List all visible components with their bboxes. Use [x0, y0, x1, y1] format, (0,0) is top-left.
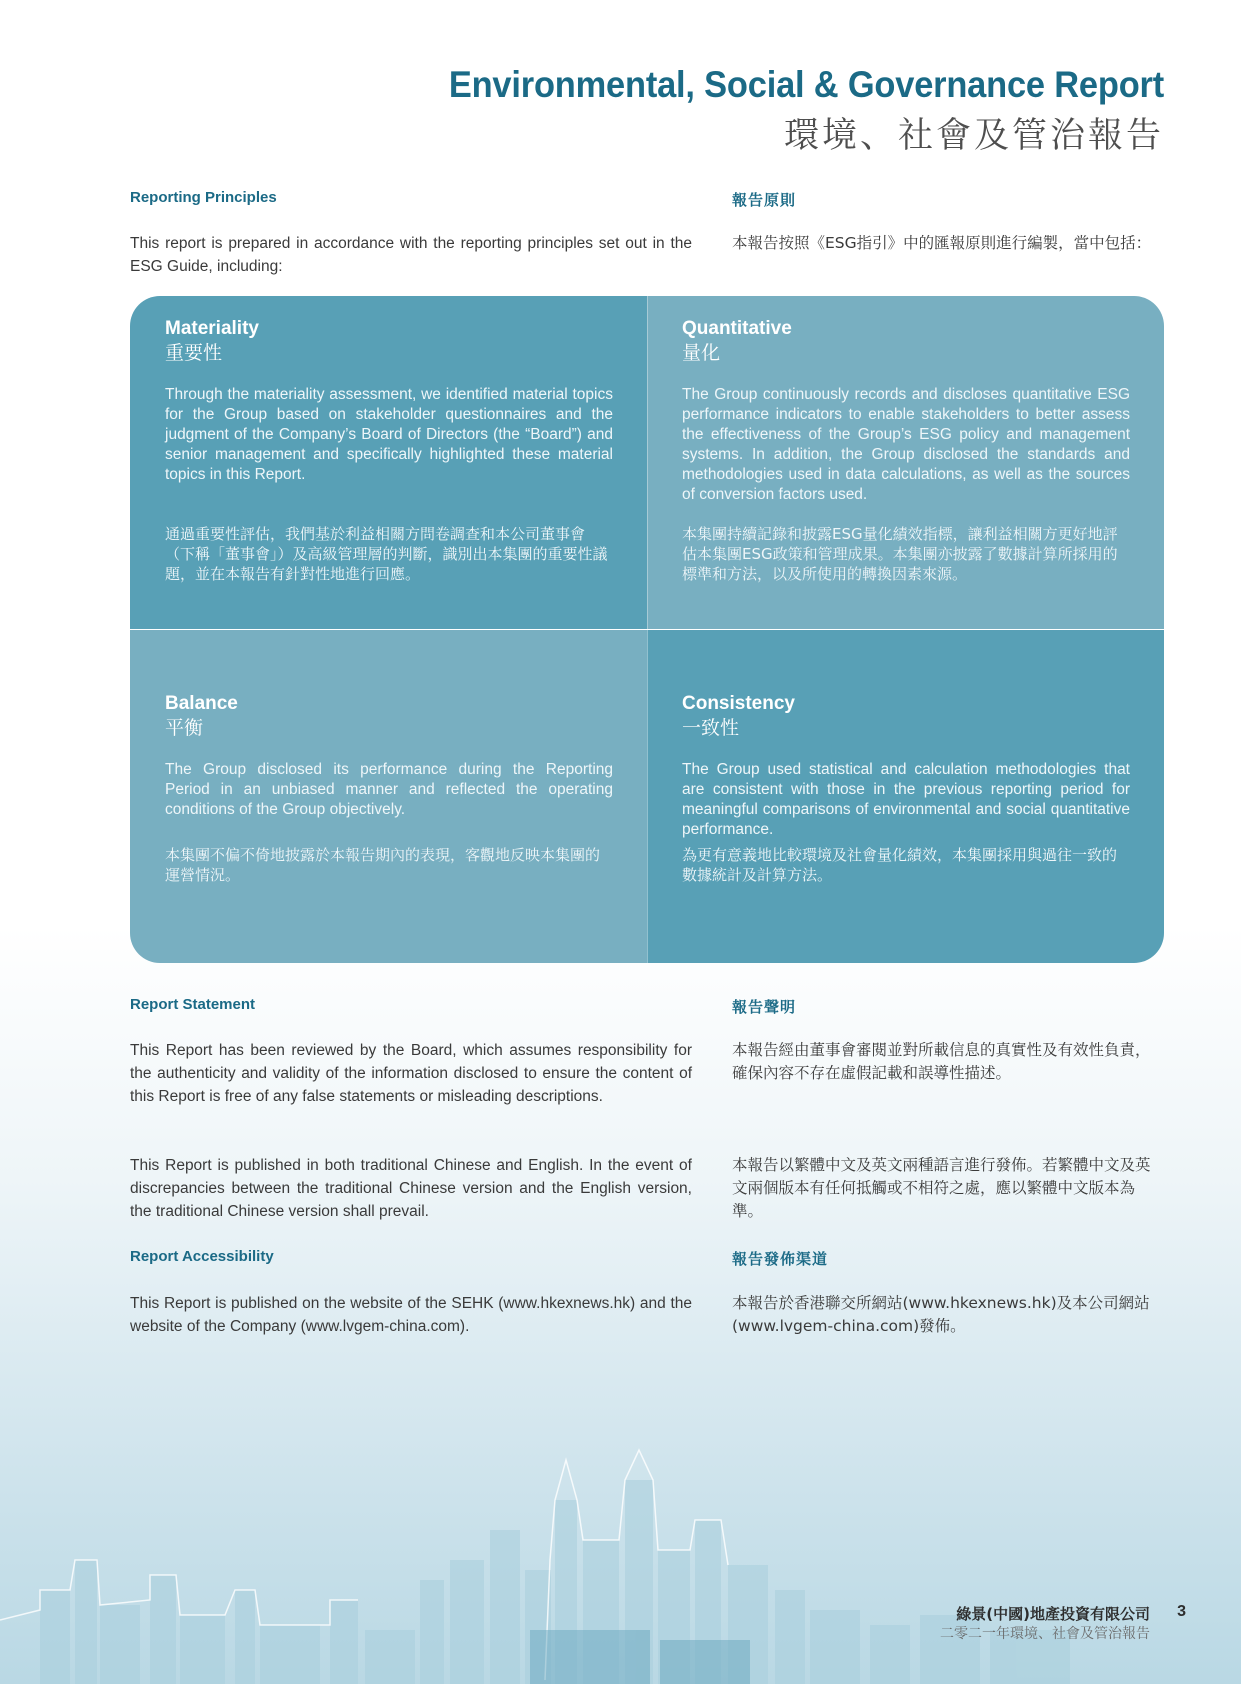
principle-title: Quantitative	[682, 318, 792, 339]
principle-text-zh: 本集團持續記錄和披露ESG量化績效指標，讓利益相關方更好地評估本集團ESG政策和管理成果。本集團亦披露了數據計算所採用的標準和方法，以及所使用的轉換因素來源。	[682, 525, 1118, 583]
report-statement-heading-zh: 報告聲明	[732, 998, 797, 1016]
report-accessibility-heading-zh: 報告發佈渠道	[732, 1250, 829, 1268]
report-accessibility-text: This Report is published on the website of the SEHK (www.hkexnews.hk) and the website of the Company (www.lvgem-china.com).	[130, 1295, 692, 1335]
report-accessibility-text-zh: 本報告於香港聯交所網站(www.hkexnews.hk)及本公司網站(www.lvgem-china.com)發佈。	[732, 1294, 1150, 1335]
principle-title: Materiality	[165, 318, 259, 339]
reporting-principles-heading: Reporting Principles	[130, 189, 277, 206]
principle-materiality	[130, 296, 647, 629]
city-skyline-illustration	[0, 1440, 1241, 1684]
principle-text-zh: 為更有意義地比較環境及社會量化績效，本集團採用與過往一致的數據統計及計算方法。	[682, 846, 1118, 884]
reporting-principles-intro: This report is prepared in accordance with the reporting principles set out in the ESG Guide, including:	[130, 235, 692, 275]
report-title-zh: 環境、社會及管治報告	[783, 116, 1164, 156]
grid-divider	[647, 296, 648, 963]
principle-title-zh: 一致性	[682, 717, 740, 739]
principle-quantitative	[647, 296, 1164, 629]
principles-grid	[130, 296, 1164, 963]
principle-consistency	[647, 630, 1164, 963]
principle-text-zh: 通過重要性評估，我們基於利益相關方問卷調查和本公司董事會（下稱「董事會」）及高級管理層的判斷，識別出本集團的重要性議題，並在本報告有針對性地進行回應。	[165, 525, 608, 583]
report-statement-para2-zh: 本報告以繁體中文及英文兩種語言進行發佈。若繁體中文及英文兩個版本有任何抵觸或不相符之處，應以繁體中文版本為準。	[732, 1156, 1151, 1220]
principle-text: The Group used statistical and calculation methodologies that are consistent with those in the previous reporting period for meaningful comparisons of environmental and social quantitative performance.	[682, 761, 1130, 838]
report-statement-heading: Report Statement	[130, 996, 256, 1013]
principle-title-zh: 平衡	[165, 717, 204, 739]
principle-text: Through the materiality assessment, we identified material topics for the Group based on stakeholder questionnaires and the judgment of the Company’s Board of Directors (the “Board”) and senior management and specifically highlighted these material topics in this Report.	[165, 386, 613, 483]
reporting-principles-intro-zh: 本報告按照《ESG指引》中的匯報原則進行編製，當中包括：	[732, 234, 1152, 252]
report-accessibility-heading: Report Accessibility	[130, 1248, 274, 1265]
footer-report-subtitle: 二零二一年環境、社會及管治報告	[940, 1626, 1150, 1642]
principle-text: The Group continuously records and discloses quantitative ESG performance indicators to enable stakeholders to better assess the effectiveness of the Group’s ESG policy and management systems. In addition, the Group disclosed the standards and methodologies used in data calculations, as well as the sources of conversion factors used.	[682, 386, 1130, 503]
page-number: 3	[1177, 1603, 1186, 1620]
report-title-en: Environmental, Social & Governance Report	[448, 64, 1164, 105]
principle-balance	[130, 630, 647, 963]
reporting-principles-heading-zh: 報告原則	[732, 191, 797, 209]
footer-company-name: 綠景(中國)地產投資有限公司	[956, 1605, 1150, 1623]
report-statement-para2: This Report is published in both traditional Chinese and English. In the event of discrepancies between the traditional Chinese version and the English version, the traditional Chinese version shall prevail.	[130, 1157, 692, 1220]
principle-text-zh: 本集團不偏不倚地披露於本報告期內的表現，客觀地反映本集團的運營情況。	[165, 846, 601, 884]
principle-title-zh: 重要性	[165, 342, 223, 364]
principle-title-zh: 量化	[682, 342, 721, 364]
principle-text: The Group disclosed its performance during the Reporting Period in an unbiased manner and reflected the operating conditions of the Group objectively.	[165, 761, 613, 818]
principle-title: Balance	[165, 693, 238, 714]
report-statement-para1: This Report has been reviewed by the Board, which assumes responsibility for the authenticity and validity of the information disclosed to ensure the content of this Report is free of any false statements or misleading descriptions.	[130, 1042, 692, 1105]
principle-title: Consistency	[682, 693, 795, 714]
report-statement-para1-zh: 本報告經由董事會審閱並對所載信息的真實性及有效性負責，確保內容不存在虛假記載和誤導性描述。	[732, 1041, 1151, 1082]
